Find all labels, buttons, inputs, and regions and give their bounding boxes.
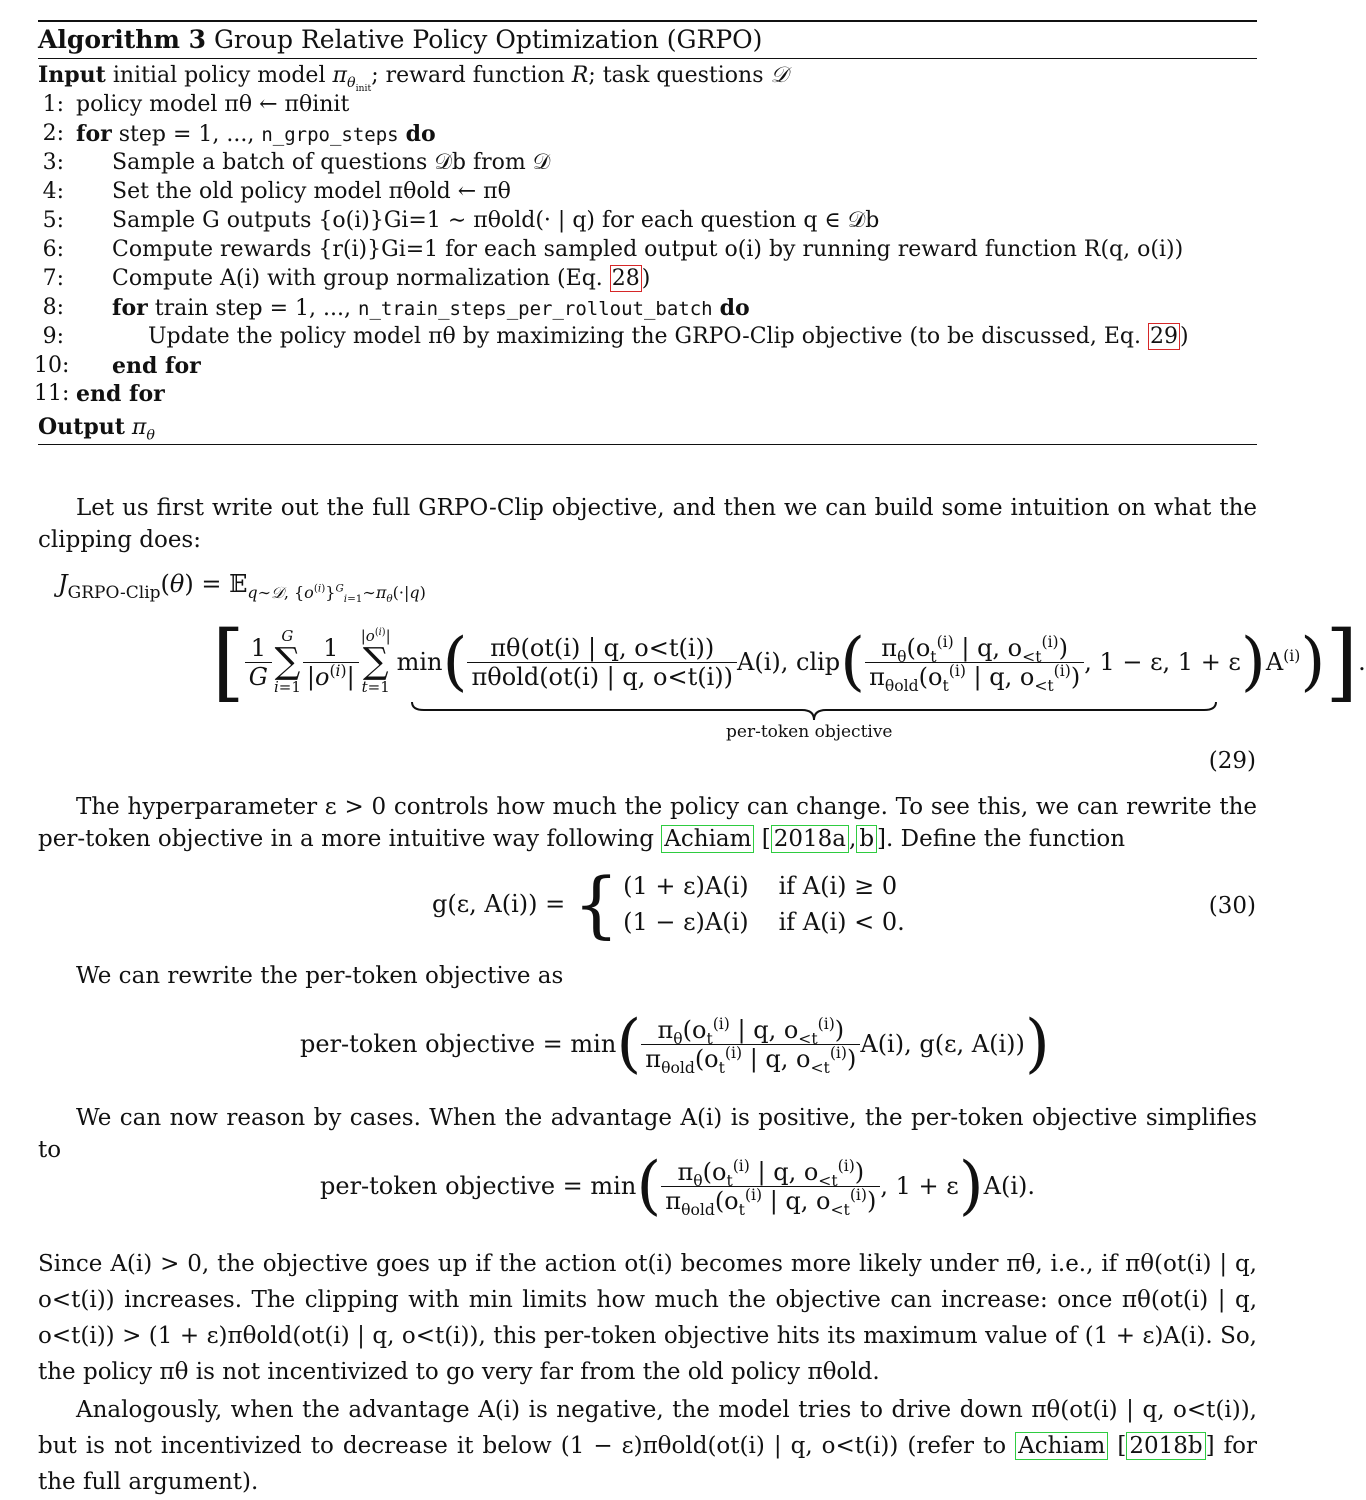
algorithm-keyword: end for xyxy=(112,353,201,379)
citation-achiam[interactable]: Achiam xyxy=(661,825,754,853)
algorithm-bottom-rule xyxy=(38,444,1257,445)
eq29-body: [ $\frac{1}{G}$ G ∑ i=1 $\frac{1}{|o^{(i)}|}$ $|o^{(i)}|$ ∑ t=1 min ( $\frac{\pi\theta(ot(i) | q, o<t(i))}{\text{πθold(ot(i) | q, o<t(i))}}$ A(i) , clip ( $\frac{\pi_\theta(o_t^{(i)} | q, o_{<t}^{(i)})}{\pi_{\theta old}(o_t^{(i)} | q, o_{<t}^{(i)})}$ , 1 − ε, 1 + ε ) $A^{(i)}$ ) ] . xyxy=(212,613,1366,711)
algorithm-line-number: 1: xyxy=(42,92,64,117)
eq-pto1-lhs: per-token objective = min xyxy=(300,1030,617,1058)
equation-reference[interactable]: 28 xyxy=(611,266,640,291)
algorithm-input xyxy=(38,62,789,95)
algorithm-line-number: 11: xyxy=(34,381,70,406)
citation-achiam-2[interactable]: Achiam xyxy=(1015,1432,1108,1460)
eq-pto1-tail: A(i), g(ε, A(i)) xyxy=(860,1030,1025,1058)
algorithm-keyword: for xyxy=(76,121,112,147)
eq29-clip: clip xyxy=(796,648,841,676)
eq30-case1: (1 + ε)A(i) xyxy=(623,872,749,900)
algorithm-keyword-do: do xyxy=(405,121,436,147)
algorithm-keyword-do: do xyxy=(719,295,750,321)
eq29-underbrace xyxy=(410,700,1218,722)
paragraph-hyperparameter: The hyperparameter ε > 0 controls how much the policy can change. To see this, we can rewrite the per-token objective in a more intuitive way following Achiam [ 2018a , b ]. Define the function xyxy=(38,794,1257,852)
citation-2018b[interactable]: 2018b xyxy=(1126,1432,1205,1460)
algorithm-line xyxy=(76,94,349,116)
paragraph-hyperparameter-text: The hyperparameter ε > 0 controls how much the policy can change. To see this, we can rewrite the per-token objective in a more intuitive way following xyxy=(38,794,1257,852)
algorithm-line-number: 7: xyxy=(42,266,64,291)
algorithm-line xyxy=(112,355,201,378)
eq29-lhs: $J_{GRPO-Clip}(\theta)$ = 𝔼$_{q\sim 𝒟, \{o^{(i)}\}^G_{i=1}\sim\pi_\theta(\cdot|q)}$ xyxy=(58,570,426,605)
eq29-brace-label: per-token objective xyxy=(726,722,893,742)
algorithm-line-text: Sample G outputs {o(i)}Gi=1 ∼ πθold(· | q) for each question q ∈ 𝒟b xyxy=(112,208,880,233)
algorithm-line-number: 6: xyxy=(42,237,64,262)
equation-reference[interactable]: 29 xyxy=(1149,324,1178,349)
eq30: g(ε, A(i)) = { (1 + ε)A(i) (1 − ε)A(i) if A(i) ≥ 0 if A(i) < 0. xyxy=(432,862,905,946)
algorithm-line-number: 8: xyxy=(42,295,64,320)
citation-2018b-short[interactable]: b xyxy=(856,825,877,853)
paragraph-negative-tail: for the full argument). xyxy=(38,1433,1257,1495)
paragraph-intro xyxy=(38,492,1257,556)
algorithm-line-text: train step = 1, ..., xyxy=(154,296,359,321)
algorithm-keyword: end for xyxy=(76,381,165,407)
algorithm-caption-rule xyxy=(38,58,1257,59)
paragraph-rewrite xyxy=(38,960,1257,992)
algorithm-label: Algorithm 3 xyxy=(38,25,206,54)
paragraph-negative-case: Analogously, when the advantage A(i) is negative, the model tries to drive down πθ(ot(i) | q, o<t(i)), but is not incentivized to decrease it below (1 − ε)πθold(ot(i) | q, o<t(i)) (refer to Achiam [ 2018b ] for the full argument). xyxy=(38,1397,1257,1495)
eq30-lhs: g(ε, A(i)) = xyxy=(432,890,566,918)
paragraph-intro-text: Let us first write out the full GRPO-Clip objective, and then we can build some intuition on what the clipping does: xyxy=(38,495,1257,553)
algorithm-line-text: Compute A(i) with group normalization (Eq. xyxy=(112,266,610,291)
eq-per-token-1: per-token objective = min ( $\frac{\pi_\theta(o_t^{(i)} | q, o_{<t}^{(i)})}{\pi_{\theta old}(o_t^{(i)} | q, o_{<t}^{(i)})}$ A(i), g(ε, A(i)) ) xyxy=(300,1007,1050,1081)
algorithm-line-number: 10: xyxy=(34,353,70,378)
eq29-number: (29) xyxy=(1208,748,1256,774)
algorithm-line xyxy=(76,383,165,406)
algorithm-line-tail: ) xyxy=(1179,324,1189,349)
algorithm-line xyxy=(148,326,1189,348)
algorithm-line-text: Set the old policy model πθold ← πθ xyxy=(112,179,511,204)
eq-pto2-tail: , 1 + ε xyxy=(880,1172,959,1200)
algorithm-line-text: step = 1, ..., xyxy=(118,122,262,147)
algorithm-line-text: Compute rewards {r(i)}Gi=1 for each sampled output o(i) by running reward function R(q, o(i)) xyxy=(112,237,1184,262)
paragraph-hyperparameter-tail: . Define the function xyxy=(886,826,1126,852)
eq29-bounds: , 1 − ε, 1 + ε xyxy=(1084,648,1241,676)
eq29-adv: A(i) xyxy=(737,648,781,676)
paragraph-positive-case: Since A(i) > 0, the objective goes up if the action ot(i) becomes more likely under πθ, i.e., if πθ(ot(i) | q, o<t(i)) increases. The clipping with min limits how much the objective can increase: once πθ(ot(i) | q, o<t(i)) > (1 + ε)πθold(ot(i) | q, o<t(i)), this per-token objective hits its maximum value of (1 + ε)A(i). So, the policy πθ is not incentivized to go very far from the old policy πθold. xyxy=(38,1251,1257,1385)
eq29-ratio-num: πθ(ot(i) | q, o<t(i)) xyxy=(490,633,715,662)
algorithm-title: Group Relative Policy Optimization (GRPO) xyxy=(213,25,763,54)
paragraph-cases-text: We can now reason by cases. When the advantage A(i) is positive, the per-token objective simplifies to xyxy=(38,1105,1257,1163)
algorithm-caption xyxy=(38,27,762,52)
algorithm-top-rule xyxy=(38,20,1257,22)
output-label: Output xyxy=(38,414,125,440)
eq30-case2: (1 − ε)A(i) xyxy=(623,908,749,936)
input-text: initial policy model $\pi_{\theta_{init}}$; reward function R; task questions 𝒟 xyxy=(112,63,789,95)
algorithm-code: n_train_steps_per_rollout_batch xyxy=(358,298,713,320)
eq30-cond2: if A(i) < 0. xyxy=(778,908,905,936)
eq-pto2-lhs: per-token objective = min xyxy=(320,1172,637,1200)
algorithm-line xyxy=(76,123,436,146)
paragraph-negative-text: Analogously, when the advantage A(i) is negative, the model tries to drive down πθ(ot(i) | q, o<t(i)), but is not incentivized to decrease it below (1 − ε)πθold(ot(i) | q, o<t(i)) (refer to xyxy=(38,1397,1257,1459)
algorithm-line-number: 5: xyxy=(42,208,64,233)
algorithm-code: n_grpo_steps xyxy=(261,124,399,146)
algorithm-line-number: 3: xyxy=(42,150,64,175)
algorithm-line xyxy=(112,268,650,290)
paragraph-rewrite-text: We can rewrite the per-token objective as xyxy=(76,963,564,989)
algorithm-line xyxy=(112,297,750,320)
eq29-ratio-den: πθold(ot(i) | q, o<t(i)) xyxy=(467,662,737,689)
output-text: $\pi_\theta$ xyxy=(131,415,155,444)
algorithm-line-number: 9: xyxy=(42,324,64,349)
algorithm-line xyxy=(112,210,879,232)
eq29-min: min xyxy=(396,648,443,676)
algorithm-line xyxy=(112,181,511,203)
algorithm-line xyxy=(112,239,1183,261)
algorithm-line-text: Sample a batch of questions 𝒟b from 𝒟 xyxy=(112,150,551,175)
algorithm-line-text: policy model πθ ← πθinit xyxy=(76,92,350,117)
algorithm-line-number: 4: xyxy=(42,179,64,204)
algorithm-line-tail: ) xyxy=(641,266,651,291)
algorithm-line-number: 2: xyxy=(42,121,64,146)
input-label: Input xyxy=(38,62,106,88)
algorithm-line xyxy=(112,152,550,174)
eq-per-token-2: per-token objective = min ( $\frac{\pi_\theta(o_t^{(i)} | q, o_{<t}^{(i)})}{\pi_{\theta old}(o_t^{(i)} | q, o_{<t}^{(i)})}$ , 1 + ε ) A(i). xyxy=(320,1149,1036,1223)
eq30-cond1: if A(i) ≥ 0 xyxy=(778,872,898,900)
eq-pto2-adv: A(i). xyxy=(983,1172,1036,1200)
eq30-number: (30) xyxy=(1208,893,1256,919)
citation-2018a[interactable]: 2018a xyxy=(771,825,849,853)
algorithm-line-text: Update the policy model πθ by maximizing the GRPO-Clip objective (to be discussed, Eq. xyxy=(148,324,1148,349)
algorithm-output xyxy=(38,414,155,444)
algorithm-keyword: for xyxy=(112,295,148,321)
